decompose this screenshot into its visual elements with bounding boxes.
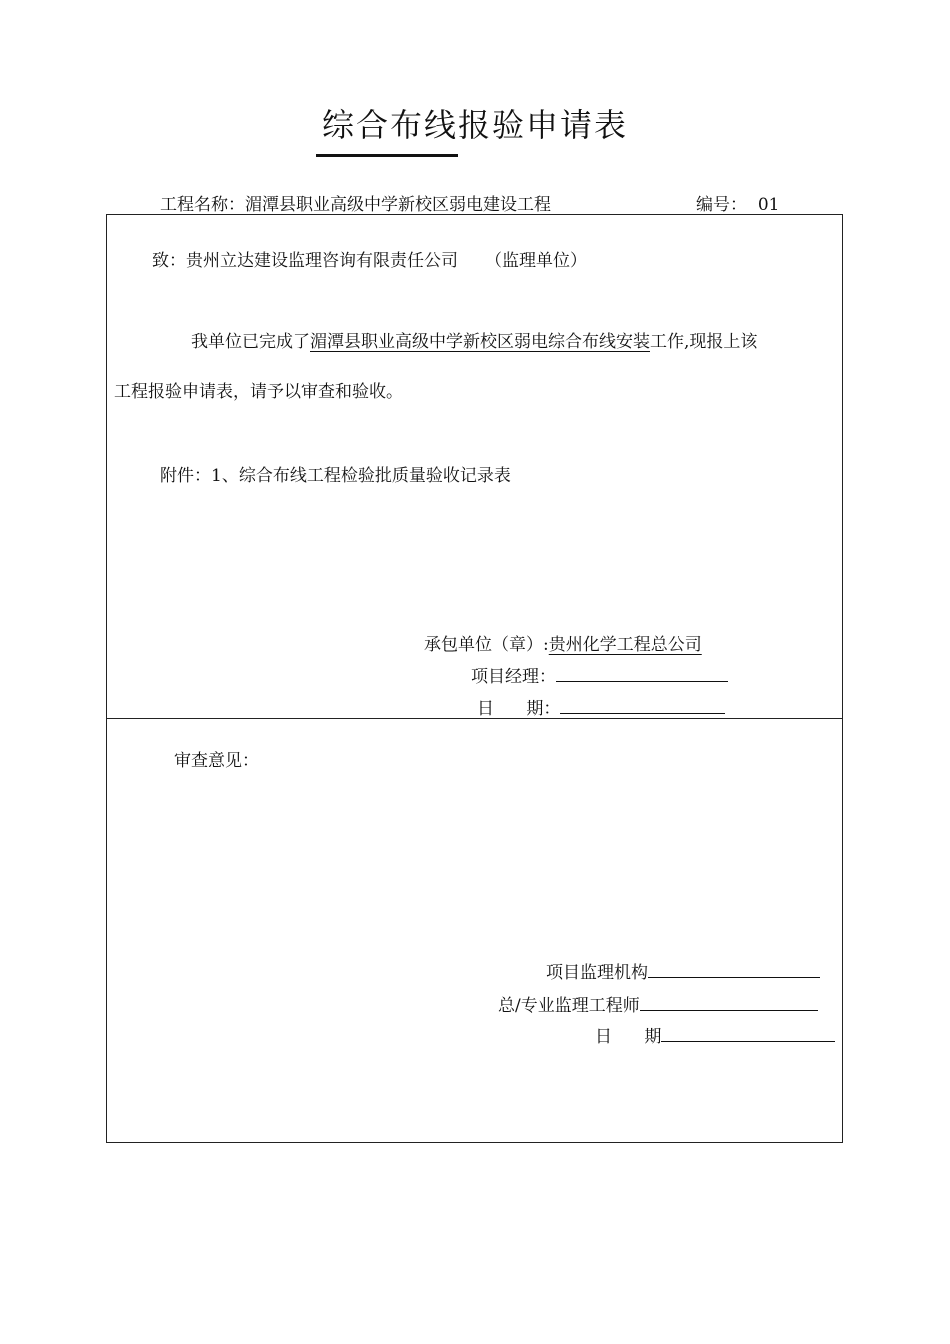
supervision-org-line: [546, 958, 820, 983]
review-date-line: [595, 1022, 835, 1047]
body-prefix: 我单位已完成了: [191, 332, 310, 352]
engineer-label: 总/专业监理工程师: [498, 996, 640, 1016]
to-company: 贵州立达建设监理咨询有限责任公司: [186, 251, 458, 271]
request-date-label: 日 期：: [477, 699, 561, 719]
attachment-line: 附件：1、综合布线工程检验批质量验收记录表: [160, 466, 511, 486]
project-label: 工程名称：: [160, 195, 245, 215]
page-title: 综合布线报验申请表: [321, 106, 628, 144]
supervision-org-blank: [648, 976, 820, 978]
section-divider: [106, 718, 843, 719]
request-date-blank: [560, 712, 725, 714]
completed-work: 湄潭县职业高级中学新校区弱电综合布线安装: [310, 332, 650, 352]
title-underline: [316, 154, 458, 157]
supervision-org-label: 项目监理机构: [546, 963, 648, 983]
engineer-line: [498, 991, 818, 1016]
to-role: （监理单位）: [485, 251, 588, 271]
engineer-signature-blank: [640, 1009, 818, 1011]
document-number-field: [696, 190, 779, 215]
body-suffix: 工作,现报上该: [650, 332, 758, 352]
review-opinion-label: 审查意见：: [174, 751, 259, 771]
review-date-label: 日 期: [595, 1027, 662, 1047]
addressee-line: [152, 246, 587, 271]
contractor-line: [424, 630, 702, 655]
contractor-label: 承包单位（章）:: [424, 635, 549, 655]
project-name-field: [160, 190, 551, 215]
manager-signature-blank: [556, 680, 728, 682]
review-date-blank: [661, 1040, 835, 1042]
number-value: 01: [757, 195, 780, 215]
request-body-line1: [191, 327, 757, 352]
number-label: 编号：: [696, 195, 747, 215]
to-label: 致：: [152, 251, 186, 271]
project-name: 湄潭县职业高级中学新校区弱电建设工程: [245, 195, 551, 215]
manager-label: 项目经理：: [471, 667, 556, 687]
request-date-line: [477, 694, 725, 719]
request-body-line2: 工程报验申请表，请予以审查和验收。: [114, 382, 403, 402]
manager-line: [471, 662, 728, 687]
contractor-name: 贵州化学工程总公司: [548, 635, 702, 655]
